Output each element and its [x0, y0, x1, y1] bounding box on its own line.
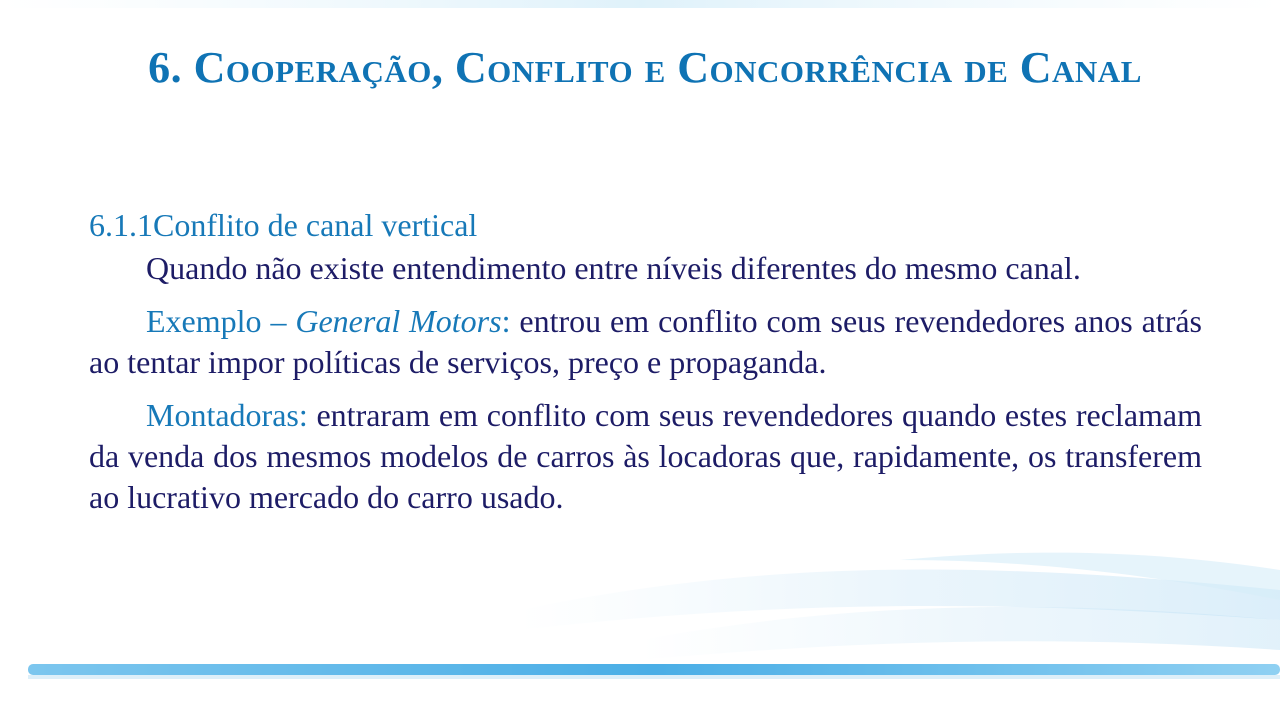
swoosh-shape-1: [520, 570, 1280, 630]
paragraph-example-gm: [89, 301, 1202, 383]
bottom-accent-band: [28, 664, 1280, 675]
montadoras-label: Montadoras:: [146, 397, 308, 433]
swoosh-shape-3: [900, 553, 1280, 600]
example-company: General Motors: [295, 303, 502, 339]
example-label: Exemplo –: [146, 303, 296, 339]
top-glow-band: [0, 0, 1280, 8]
swoosh-shape-2: [640, 607, 1280, 660]
slide-body: [89, 205, 1202, 530]
section-heading: 6.1.1Conflito de canal vertical: [89, 207, 478, 243]
montadoras-text: entraram em conflito com seus revendedores quando estes reclamam da venda dos mesmos modelos de carros às locadoras que, rapidamente, os transferem ao lucrativo mercado do carro usado.: [89, 397, 1202, 515]
example-text: entrou em conflito com seus revendedores anos atrás ao tentar impor políticas de serviços, preço e propaganda.: [89, 303, 1203, 380]
example-colon: :: [501, 303, 511, 339]
bottom-accent-band-shadow: [28, 675, 1280, 679]
slide-title: 6. Cooperação, Conflito e Concorrência de Canal: [148, 43, 1142, 92]
paragraph-definition: Quando não existe entendimento entre níveis diferentes do mesmo canal.: [146, 250, 1081, 286]
paragraph-montadoras: [89, 395, 1202, 518]
